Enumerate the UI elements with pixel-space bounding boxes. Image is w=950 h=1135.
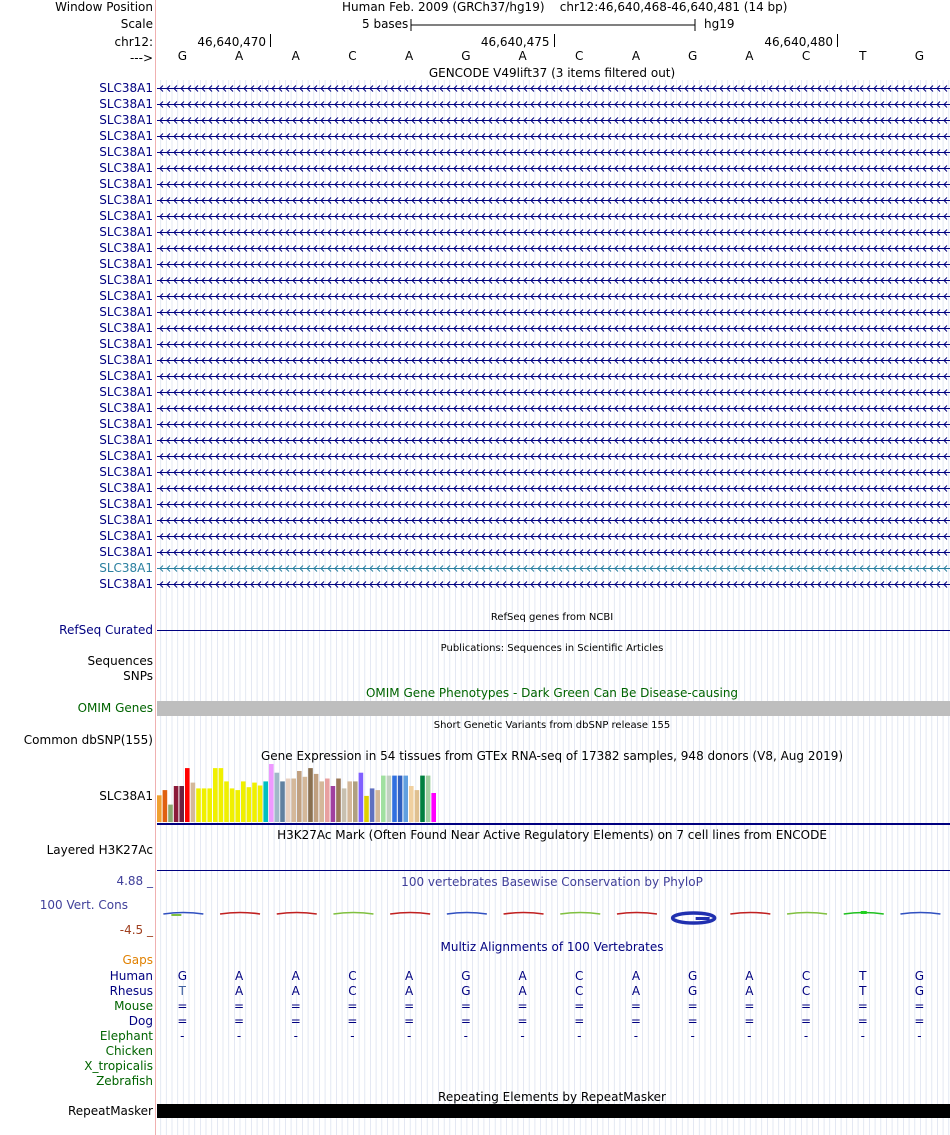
- gtex-bar: [336, 779, 341, 823]
- scale-bar: [408, 17, 700, 33]
- ruler-tick-label: 46,640,480: [764, 35, 834, 49]
- scale-text: 5 bases: [362, 17, 409, 31]
- gencode-transcript: [157, 502, 950, 508]
- multiz-base: =: [574, 999, 585, 1013]
- gtex-bar: [314, 774, 319, 822]
- gencode-item-label[interactable]: SLC38A1: [99, 449, 153, 463]
- gtex-bar: [359, 773, 364, 822]
- gtex-bar: [426, 776, 431, 822]
- multiz-base: =: [177, 1014, 188, 1028]
- multiz-base: =: [914, 1014, 925, 1028]
- ruler-tick-mark: [270, 34, 271, 47]
- multiz-base: -: [747, 1029, 752, 1043]
- conservation-mark: [447, 913, 487, 915]
- gencode-item-label[interactable]: SLC38A1: [99, 209, 153, 223]
- multiz-base: A: [405, 969, 414, 983]
- repeatmasker-label[interactable]: RepeatMasker: [67, 1104, 153, 1118]
- gencode-transcript: [157, 310, 950, 316]
- refseq-gene-line[interactable]: [157, 630, 950, 631]
- multiz-base: A: [745, 969, 754, 983]
- gencode-transcript: [157, 438, 950, 444]
- ruler-base: G: [461, 49, 471, 63]
- conservation-mark: [787, 913, 827, 915]
- gtex-bar: [415, 790, 420, 822]
- gtex-bar: [157, 795, 162, 822]
- multiz-base: A: [518, 969, 527, 983]
- gencode-item-label[interactable]: SLC38A1: [99, 401, 153, 415]
- gencode-transcript: [157, 294, 950, 300]
- multiz-base: =: [517, 1014, 528, 1028]
- multiz-base: G: [687, 969, 698, 983]
- conservation-mark: [617, 913, 657, 915]
- gtex-bar: [403, 776, 408, 822]
- conservation-mark: [390, 913, 430, 915]
- gencode-transcript: [157, 182, 950, 188]
- gencode-item-label[interactable]: SLC38A1: [99, 193, 153, 207]
- conservation-title: 100 vertebrates Basewise Conservation by PhyloP: [401, 875, 703, 889]
- gencode-title: GENCODE V49lift37 (3 items filtered out): [428, 66, 676, 80]
- snps-label[interactable]: SNPs: [123, 669, 153, 683]
- multiz-base: =: [347, 1014, 358, 1028]
- gencode-item-label[interactable]: SLC38A1: [99, 241, 153, 255]
- ruler-base: C: [575, 49, 584, 63]
- conservation-letter-logo: [673, 913, 715, 923]
- conservation-mark: [900, 913, 940, 915]
- gencode-transcript: [157, 566, 950, 572]
- multiz-base: C: [801, 984, 811, 998]
- gencode-item-label[interactable]: SLC38A1: [99, 81, 153, 95]
- gencode-item-label[interactable]: SLC38A1: [99, 113, 153, 127]
- multiz-base: C: [575, 984, 584, 998]
- gencode-item-label[interactable]: SLC38A1: [99, 337, 153, 351]
- ruler-base: C: [348, 49, 357, 63]
- multiz-base: G: [914, 969, 925, 983]
- multiz-base: -: [350, 1029, 355, 1043]
- multiz-base: =: [801, 999, 812, 1013]
- multiz-base: =: [857, 1014, 868, 1028]
- gtex-baseline: [157, 823, 950, 825]
- gencode-item-label[interactable]: SLC38A1: [99, 417, 153, 431]
- refseq-label[interactable]: RefSeq Curated: [59, 623, 153, 637]
- gencode-item-label[interactable]: SLC38A1: [99, 561, 153, 575]
- conservation-mark: [504, 913, 544, 915]
- multiz-base: A: [405, 984, 414, 998]
- multiz-base: =: [177, 999, 188, 1013]
- multiz-base: =: [290, 999, 301, 1013]
- gtex-bar: [235, 790, 240, 822]
- multiz-base: =: [234, 1014, 245, 1028]
- multiz-base: -: [180, 1029, 185, 1043]
- gtex-title: Gene Expression in 54 tissues from GTEx RNA-seq of 17382 samples, 948 donors (V8, Aug 2019): [260, 749, 844, 763]
- multiz-base: G: [914, 984, 925, 998]
- strand-label: --->: [129, 51, 153, 65]
- multiz-base: A: [291, 969, 300, 983]
- gencode-transcript: [157, 374, 950, 380]
- gtex-bar: [370, 788, 375, 822]
- gencode-transcript: [157, 550, 950, 556]
- gtex-bar: [303, 777, 308, 822]
- multiz-species-chicken[interactable]: Chicken: [105, 1044, 153, 1058]
- multiz-species-rhesus[interactable]: Rhesus: [109, 984, 153, 998]
- h3k27ac-title: H3K27Ac Mark (Often Found Near Active Regulatory Elements) on 7 cell lines from ENCODE: [277, 828, 827, 842]
- gtex-bar: [291, 779, 296, 823]
- scale-label: Scale: [120, 17, 153, 31]
- gencode-item-label[interactable]: SLC38A1: [99, 529, 153, 543]
- multiz-base: -: [633, 1029, 639, 1043]
- gencode-transcript: [157, 582, 950, 588]
- multiz-base: =: [460, 999, 471, 1013]
- gtex-bar: [409, 786, 414, 822]
- assembly-title: [342, 0, 787, 14]
- gencode-item-label[interactable]: SLC38A1: [99, 321, 153, 335]
- gtex-bar: [364, 796, 369, 822]
- multiz-base: =: [574, 1014, 585, 1028]
- multiz-base: -: [690, 1029, 695, 1043]
- multiz-base: G: [687, 984, 698, 998]
- conservation-label[interactable]: 100 Vert. Cons: [39, 898, 128, 912]
- multiz-base: =: [914, 999, 925, 1013]
- conservation-mark: [277, 913, 317, 915]
- gtex-bar: [375, 790, 380, 822]
- multiz-base: =: [630, 999, 641, 1013]
- gtex-bar: [247, 787, 252, 822]
- gtex-bar: [431, 793, 436, 822]
- gtex-bar: [202, 788, 207, 822]
- ruler-base: G: [687, 49, 698, 63]
- multiz-base: =: [744, 1014, 755, 1028]
- ruler-base: A: [291, 49, 300, 63]
- h3k27ac-label[interactable]: Layered H3K27Ac: [46, 843, 153, 857]
- multiz-base: -: [463, 1029, 469, 1043]
- gencode-transcript: [157, 390, 950, 396]
- gtex-bar: [252, 783, 257, 822]
- multiz-base: C: [348, 984, 357, 998]
- conservation-min: -4.5 _: [119, 923, 153, 937]
- multiz-base: -: [860, 1029, 865, 1043]
- gtex-bar: [392, 776, 397, 822]
- gtex-bar: [280, 781, 285, 822]
- gencode-track-lines[interactable]: [156, 80, 950, 608]
- gtex-bar: [275, 773, 280, 822]
- ruler-base: A: [518, 49, 527, 63]
- multiz-species-x_tropicalis[interactable]: X_tropicalis: [84, 1059, 153, 1073]
- multiz-base: G: [461, 969, 471, 983]
- gencode-transcript: [157, 102, 950, 108]
- multiz-base: =: [290, 1014, 301, 1028]
- multiz-species-human[interactable]: Human: [109, 969, 153, 983]
- gtex-bar: [241, 781, 246, 822]
- multiz-base: =: [857, 999, 868, 1013]
- multiz-base: T: [859, 969, 867, 983]
- multiz-base: -: [917, 1029, 922, 1043]
- gencode-item-label[interactable]: SLC38A1: [99, 513, 153, 527]
- multiz-base: =: [404, 999, 415, 1013]
- multiz-base: =: [347, 999, 358, 1013]
- gencode-item-label[interactable]: SLC38A1: [99, 481, 153, 495]
- gtex-bar: [269, 764, 274, 822]
- repeatmasker-bar[interactable]: [157, 1104, 950, 1118]
- multiz-base: C: [801, 969, 811, 983]
- gencode-transcript: [157, 454, 950, 460]
- gencode-transcript: [157, 518, 950, 524]
- gencode-item-label[interactable]: SLC38A1: [99, 545, 153, 559]
- gtex-bar: [219, 768, 224, 822]
- multiz-base: A: [234, 984, 244, 998]
- multiz-base: T: [178, 984, 187, 998]
- multiz-title: Multiz Alignments of 100 Vertebrates: [440, 940, 664, 954]
- gencode-item-label[interactable]: SLC38A1: [99, 369, 153, 383]
- multiz-base: =: [404, 1014, 415, 1028]
- multiz-base: -: [577, 1029, 582, 1043]
- multiz-base: =: [517, 999, 528, 1013]
- gtex-bar: [196, 788, 201, 822]
- ruler-base: A: [745, 49, 754, 63]
- multiz-base: =: [744, 999, 755, 1013]
- gaps-label[interactable]: Gaps: [122, 953, 153, 967]
- conservation-mark: [163, 913, 203, 915]
- gencode-item-label[interactable]: SLC38A1: [99, 145, 153, 159]
- multiz-base: A: [234, 969, 244, 983]
- conservation-mark: [333, 913, 373, 915]
- gtex-bar: [347, 781, 352, 822]
- gencode-item-label[interactable]: SLC38A1: [99, 433, 153, 447]
- gtex-bar: [342, 788, 347, 822]
- gencode-transcript: [157, 278, 950, 284]
- multiz-base: A: [631, 969, 641, 983]
- multiz-base: =: [460, 1014, 471, 1028]
- conservation-mark: [861, 911, 867, 914]
- gencode-transcript: [157, 358, 950, 364]
- ruler-base: T: [859, 49, 867, 63]
- gencode-item-label[interactable]: SLC38A1: [99, 353, 153, 367]
- assembly-name: Human Feb. 2009 (GRCh37/hg19): [342, 0, 545, 14]
- gtex-bar: [263, 781, 268, 822]
- gtex-bar: [179, 786, 184, 822]
- ruler-base: A: [234, 49, 244, 63]
- gtex-bar: [297, 771, 302, 822]
- gencode-item-label[interactable]: SLC38A1: [99, 257, 153, 271]
- gencode-transcript: [157, 230, 950, 236]
- gencode-transcript: [157, 470, 950, 476]
- multiz-base: =: [801, 1014, 812, 1028]
- multiz-base: -: [293, 1029, 298, 1043]
- gtex-bar: [398, 776, 403, 822]
- multiz-base: -: [406, 1029, 412, 1043]
- gencode-transcript: [157, 422, 950, 428]
- gtex-bar: [308, 768, 313, 822]
- gencode-item-label[interactable]: SLC38A1: [99, 177, 153, 191]
- gencode-item-label[interactable]: SLC38A1: [99, 305, 153, 319]
- gtex-bar: [213, 768, 218, 822]
- multiz-base: =: [630, 1014, 641, 1028]
- multiz-species-dog[interactable]: Dog: [128, 1014, 153, 1028]
- gencode-transcript: [157, 166, 950, 172]
- sequences-label[interactable]: Sequences: [87, 654, 153, 668]
- gtex-bar-chart[interactable]: [156, 764, 536, 824]
- conservation-mark: [220, 913, 260, 915]
- multiz-base: C: [575, 969, 584, 983]
- ruler-tick-label: 46,640,475: [480, 35, 550, 49]
- gencode-transcript: [157, 150, 950, 156]
- window-position-label: Window Position: [55, 0, 153, 14]
- gencode-item-label[interactable]: SLC38A1: [99, 385, 153, 399]
- multiz-base: -: [236, 1029, 242, 1043]
- conservation-max: 4.88 _: [116, 874, 153, 888]
- conservation-mark: [171, 914, 181, 916]
- chrom-label: chr12:: [114, 35, 153, 49]
- gtex-bar: [224, 781, 229, 822]
- multiz-base: =: [687, 999, 698, 1013]
- gtex-label[interactable]: SLC38A1: [99, 789, 153, 803]
- conservation-mark: [730, 913, 770, 915]
- ruler-base: C: [801, 49, 811, 63]
- gencode-item-label[interactable]: SLC38A1: [99, 129, 153, 143]
- gencode-transcript: [157, 534, 950, 540]
- gtex-bar: [207, 788, 212, 822]
- gencode-transcript: [157, 246, 950, 252]
- gtex-bar: [420, 776, 425, 822]
- gencode-transcript: [157, 214, 950, 220]
- multiz-base: G: [177, 969, 187, 983]
- gencode-transcript: [157, 198, 950, 204]
- gencode-item-label[interactable]: SLC38A1: [99, 465, 153, 479]
- multiz-base: A: [518, 984, 527, 998]
- gencode-item-label[interactable]: SLC38A1: [99, 161, 153, 175]
- multiz-base: A: [291, 984, 300, 998]
- multiz-base: A: [745, 984, 754, 998]
- multiz-base: =: [234, 999, 245, 1013]
- multiz-base: =: [687, 1014, 698, 1028]
- ruler-base: G: [914, 49, 925, 63]
- gtex-bar: [331, 786, 336, 822]
- ruler-tick-mark: [837, 34, 838, 47]
- multiz-species-elephant[interactable]: Elephant: [99, 1029, 153, 1043]
- omim-gene-bar[interactable]: [157, 701, 950, 716]
- omim-label[interactable]: OMIM Genes: [77, 701, 153, 715]
- multiz-species-mouse[interactable]: Mouse: [114, 999, 153, 1013]
- ruler-base: G: [177, 49, 187, 63]
- gencode-transcript: [157, 118, 950, 124]
- gencode-item-label[interactable]: SLC38A1: [99, 577, 153, 591]
- gtex-bar: [191, 783, 196, 822]
- gtex-bar: [387, 776, 392, 822]
- gencode-transcript: [157, 86, 950, 92]
- gtex-bar: [325, 779, 330, 823]
- gtex-bar: [319, 781, 324, 822]
- dbsnp-label[interactable]: Common dbSNP(155): [23, 733, 153, 747]
- position-range: chr12:46,640,468-46,640,481 (14 bp): [559, 0, 788, 14]
- gtex-bar: [185, 768, 190, 822]
- gencode-transcript: [157, 486, 950, 492]
- gencode-transcript: [157, 326, 950, 332]
- gtex-bar: [168, 805, 173, 822]
- multiz-base: G: [461, 984, 471, 998]
- gtex-bar: [286, 779, 291, 823]
- gencode-item-label[interactable]: SLC38A1: [99, 273, 153, 287]
- ruler-tick-mark: [554, 34, 555, 47]
- gencode-item-label[interactable]: SLC38A1: [99, 225, 153, 239]
- gtex-bar: [163, 790, 168, 822]
- gtex-bar: [381, 776, 386, 822]
- gtex-bar: [353, 781, 358, 822]
- multiz-base: T: [859, 984, 867, 998]
- refseq-title: RefSeq genes from NCBI: [490, 612, 614, 623]
- gencode-transcript: [157, 342, 950, 348]
- omim-title: OMIM Gene Phenotypes - Dark Green Can Be Disease-causing: [365, 686, 739, 700]
- db-label: hg19: [704, 17, 735, 31]
- multiz-base: -: [803, 1029, 809, 1043]
- repeatmasker-title: Repeating Elements by RepeatMasker: [438, 1090, 666, 1104]
- dbsnp-title: Short Genetic Variants from dbSNP release 155: [433, 720, 671, 731]
- multiz-species-zebrafish[interactable]: Zebrafish: [96, 1074, 153, 1088]
- multiz-base: C: [348, 969, 357, 983]
- publications-title: Publications: Sequences in Scientific Articles: [440, 643, 664, 654]
- gtex-bar: [258, 786, 263, 823]
- conservation-logo-track[interactable]: [156, 905, 950, 927]
- conservation-mark: [560, 913, 600, 915]
- gencode-transcript: [157, 406, 950, 412]
- gtex-bar: [174, 786, 179, 822]
- ruler-base: A: [631, 49, 641, 63]
- multiz-base: A: [631, 984, 641, 998]
- gtex-bar: [230, 788, 235, 822]
- gencode-transcript: [157, 134, 950, 140]
- gencode-item-label[interactable]: SLC38A1: [99, 289, 153, 303]
- multiz-base: -: [520, 1029, 525, 1043]
- gencode-transcript: [157, 262, 950, 268]
- gencode-item-label[interactable]: SLC38A1: [99, 497, 153, 511]
- h3k27ac-baseline: [157, 870, 950, 871]
- gencode-item-label[interactable]: SLC38A1: [99, 97, 153, 111]
- ruler-tick-label: 46,640,470: [197, 35, 267, 49]
- ruler-base: A: [405, 49, 414, 63]
